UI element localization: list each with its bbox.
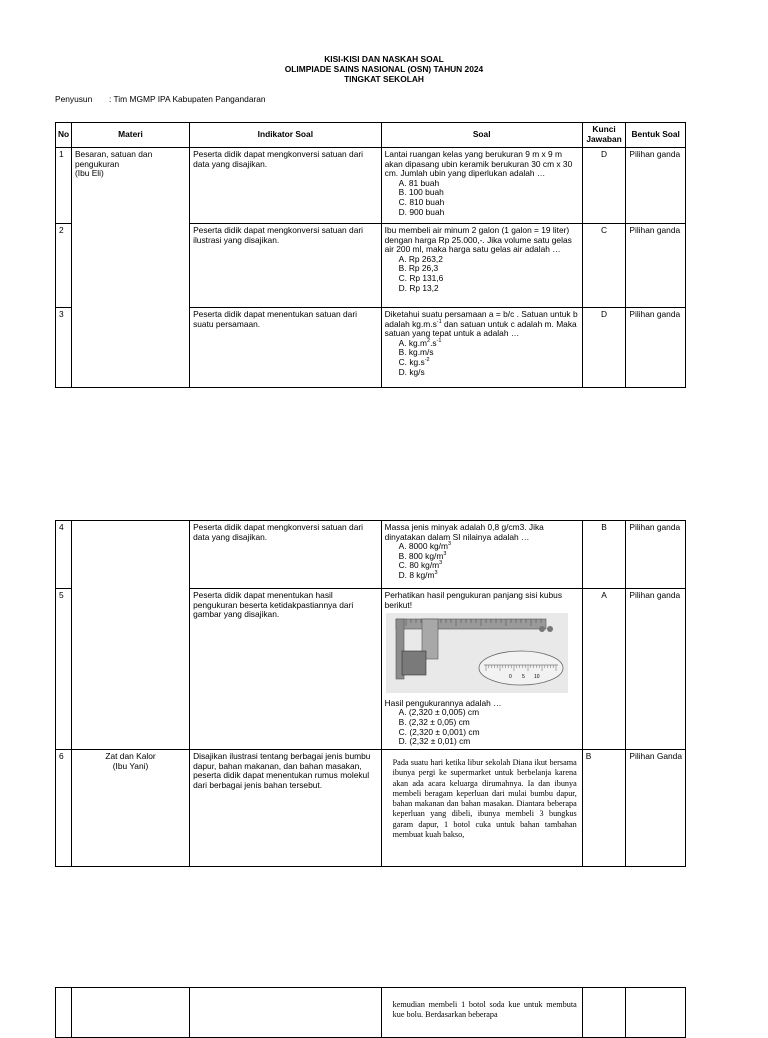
- row-indikator: Peserta didik dapat mengkonversi satuan dari data yang disajikan.: [190, 521, 382, 589]
- row-indikator: Peserta didik dapat mengkonversi satuan dari data yang disajikan.: [190, 148, 382, 224]
- row-no: [56, 988, 72, 1038]
- option-b: B. (2,32 ± 0,05) cm: [398, 716, 470, 727]
- document-header: [0, 54, 768, 84]
- option-text: C. kg.s: [398, 356, 425, 367]
- table-header-row: [56, 123, 686, 148]
- option-text: C. 80 kg/m: [398, 560, 440, 571]
- option-sup: -2: [424, 357, 430, 364]
- author-value: : Tim MGMP IPA Kabupaten Pangandaran: [109, 94, 266, 104]
- row-soal: kemudian membeli 1 botol soda kue untuk membuta kue bolu. Berdasarkan beberapa: [381, 988, 582, 1038]
- row-no: 3: [56, 308, 72, 388]
- option-a: A. (2,320 ± 0,005) cm: [398, 707, 480, 718]
- option-b: B. 100 buah: [398, 187, 444, 198]
- row-indikator: [190, 988, 382, 1038]
- option-sup: 3: [434, 570, 438, 577]
- title-line-2: OLIMPIADE SAINS NASIONAL (OSN) TAHUN 2024: [284, 64, 484, 74]
- option-list: [385, 339, 579, 377]
- question-text: Ibu membeli air minum 2 galon (1 galon = 19 liter) dengan harga Rp 25.000,-. Jika volume satu gelas air 200 ml, maka harga satu gelas air adalah …: [384, 225, 572, 255]
- row-soal: [381, 308, 582, 388]
- option-d: D. 900 buah: [398, 206, 445, 217]
- row-indikator: Peserta didik dapat mengkonversi satuan dari ilustrasi yang disajikan.: [190, 224, 382, 308]
- row-bentuk: Pilihan ganda: [626, 308, 686, 388]
- row-materi: [71, 988, 189, 1038]
- option-a: A. Rp 263,2: [398, 253, 443, 264]
- row-bentuk: Pilihan ganda: [626, 521, 686, 589]
- row-bentuk: Pilihan Ganda: [626, 750, 686, 867]
- row-kunci: D: [582, 148, 626, 224]
- question-table-1: [55, 122, 686, 388]
- caliper-image: [386, 613, 568, 693]
- option-d: [399, 368, 579, 378]
- scale-label-5: 5: [521, 674, 525, 681]
- option-c: [399, 358, 579, 368]
- question-superscript: -1: [436, 318, 442, 325]
- table-row: [56, 521, 686, 589]
- row-soal: [381, 224, 582, 308]
- question-text-2: Hasil pengukurannya adalah …: [384, 697, 502, 708]
- header-no: No: [56, 123, 72, 148]
- row-no: 2: [56, 224, 72, 308]
- table-row: [56, 988, 686, 1038]
- option-text: B. 800 kg/m: [398, 550, 444, 561]
- author-line: [55, 94, 266, 104]
- row-soal: Pada suatu hari ketika libur sekolah Diana ikut bersama ibunya pergi ke supermarket untuk berbelanja karena akan ada acara keluarga dirumahnya. Ia dan ibunya membeli beragam keperluan dari mulai bumbu dapur, bahan makanan dan bahan masakan. Diantara beberapa keperluan yang dibeli, ibunya membeli 3 bungkus garam dapur, 1 botol cuka untuk bahan tambahan membuat kuah bakso,: [381, 750, 582, 867]
- screw-icon: [547, 626, 553, 632]
- option-list: [385, 708, 579, 746]
- option-sup: 3: [443, 550, 447, 557]
- row-bentuk: [626, 988, 686, 1038]
- question-text-post: dan satuan untuk c adalah m. Maka satuan yang tepat untuk a adalah …: [384, 318, 577, 339]
- option-list: [385, 542, 579, 580]
- option-sup: 2: [427, 337, 431, 344]
- option-d: D. (2,32 ± 0,01) cm: [398, 736, 471, 747]
- option-d: D. Rp 13,2: [398, 282, 439, 293]
- table-row: [56, 148, 686, 224]
- row-kunci: B: [582, 750, 626, 867]
- title-line-1: KISI-KISI DAN NASKAH SOAL: [324, 54, 444, 64]
- row-materi: [71, 521, 189, 750]
- question-table-2: [55, 520, 686, 867]
- row-indikator: Peserta didik dapat menentukan satuan dari suatu persamaan.: [190, 308, 382, 388]
- row-materi: Zat dan Kalor (Ibu Yani): [71, 750, 189, 867]
- row-kunci: D: [582, 308, 626, 388]
- option-sup: 3: [439, 560, 443, 567]
- header-soal: Soal: [381, 123, 582, 148]
- row-indikator: Disajikan ilustrasi tentang berbagai jenis bumbu dapur, bahan makanan, dan bahan masakan, peserta didik dapat menentukan rumus molekul dari berbagai jenis bahan tersebut.: [190, 750, 382, 867]
- header-materi: Materi: [71, 123, 189, 148]
- option-list: [385, 179, 579, 217]
- row-no: 1: [56, 148, 72, 224]
- row-kunci: C: [582, 224, 626, 308]
- header-bentuk: Bentuk Soal: [626, 123, 686, 148]
- row-indikator: Peserta didik dapat menentukan hasil pengukuran beserta ketidakpastiannya dari gambar yang disajikan.: [190, 589, 382, 750]
- row-bentuk: Pilihan ganda: [626, 148, 686, 224]
- option-sup: -1: [436, 337, 442, 344]
- author-label: Penyusun: [55, 94, 93, 104]
- question-text: Perhatikan hasil pengukuran panjang sisi kubus berikut!: [384, 590, 563, 610]
- title-line-3: TINGKAT SEKOLAH: [344, 74, 424, 84]
- option-text: A. kg.m: [398, 337, 428, 348]
- row-no: 5: [56, 589, 72, 750]
- cube-block: [402, 651, 426, 675]
- row-soal: [381, 589, 582, 750]
- row-bentuk: Pilihan ganda: [626, 224, 686, 308]
- question-text: [385, 310, 579, 339]
- question-text: Lantai ruangan kelas yang berukuran 9 m x 9 m akan dipasang ubin keramik berukuran 30 cm x 30 cm. Jumlah ubin yang diperlukan adalah …: [384, 149, 573, 179]
- row-soal: [381, 148, 582, 224]
- option-a: A. 81 buah: [398, 177, 440, 188]
- row-materi: Besaran, satuan dan pengukuran (Ibu Eli): [71, 148, 189, 388]
- option-text: D. 8 kg/m: [398, 569, 435, 580]
- scale-label-0: 0: [508, 674, 512, 681]
- option-b: B. Rp 26,3: [398, 263, 439, 274]
- header-indikator: Indikator Soal: [190, 123, 382, 148]
- option-text: B. kg.m/s: [398, 347, 434, 358]
- header-kunci: Kunci Jawaban: [582, 123, 626, 148]
- row-kunci: A: [582, 589, 626, 750]
- row-kunci: [582, 988, 626, 1038]
- scale-label-10: 10: [533, 674, 540, 681]
- option-text: A. 8000 kg/m: [398, 541, 448, 552]
- option-d: [399, 571, 579, 581]
- option-sup: 3: [447, 541, 452, 548]
- question-text-pre: Diketahui suatu persamaan a = b/c . Satuan untuk b adalah kg.m.s: [384, 309, 578, 329]
- question-text: Massa jenis minyak adalah 0,8 g/cm3. Jika dinyatakan dalam SI nilainya adalah …: [384, 522, 544, 542]
- row-bentuk: Pilihan ganda: [626, 589, 686, 750]
- option-text: D. kg/s: [398, 366, 425, 377]
- option-list: [385, 255, 579, 293]
- row-no: 4: [56, 521, 72, 589]
- option-c: C. Rp 131,6: [398, 272, 444, 283]
- option-c: C. (2,320 ± 0,001) cm: [398, 726, 480, 737]
- question-table-3: [55, 987, 686, 1038]
- row-kunci: B: [582, 521, 626, 589]
- option-text-mid: .s: [430, 337, 437, 348]
- row-soal: [381, 521, 582, 589]
- screw-icon: [539, 626, 545, 632]
- table-row: [56, 750, 686, 867]
- option-c: C. 810 buah: [398, 196, 445, 207]
- row-no: 6: [56, 750, 72, 867]
